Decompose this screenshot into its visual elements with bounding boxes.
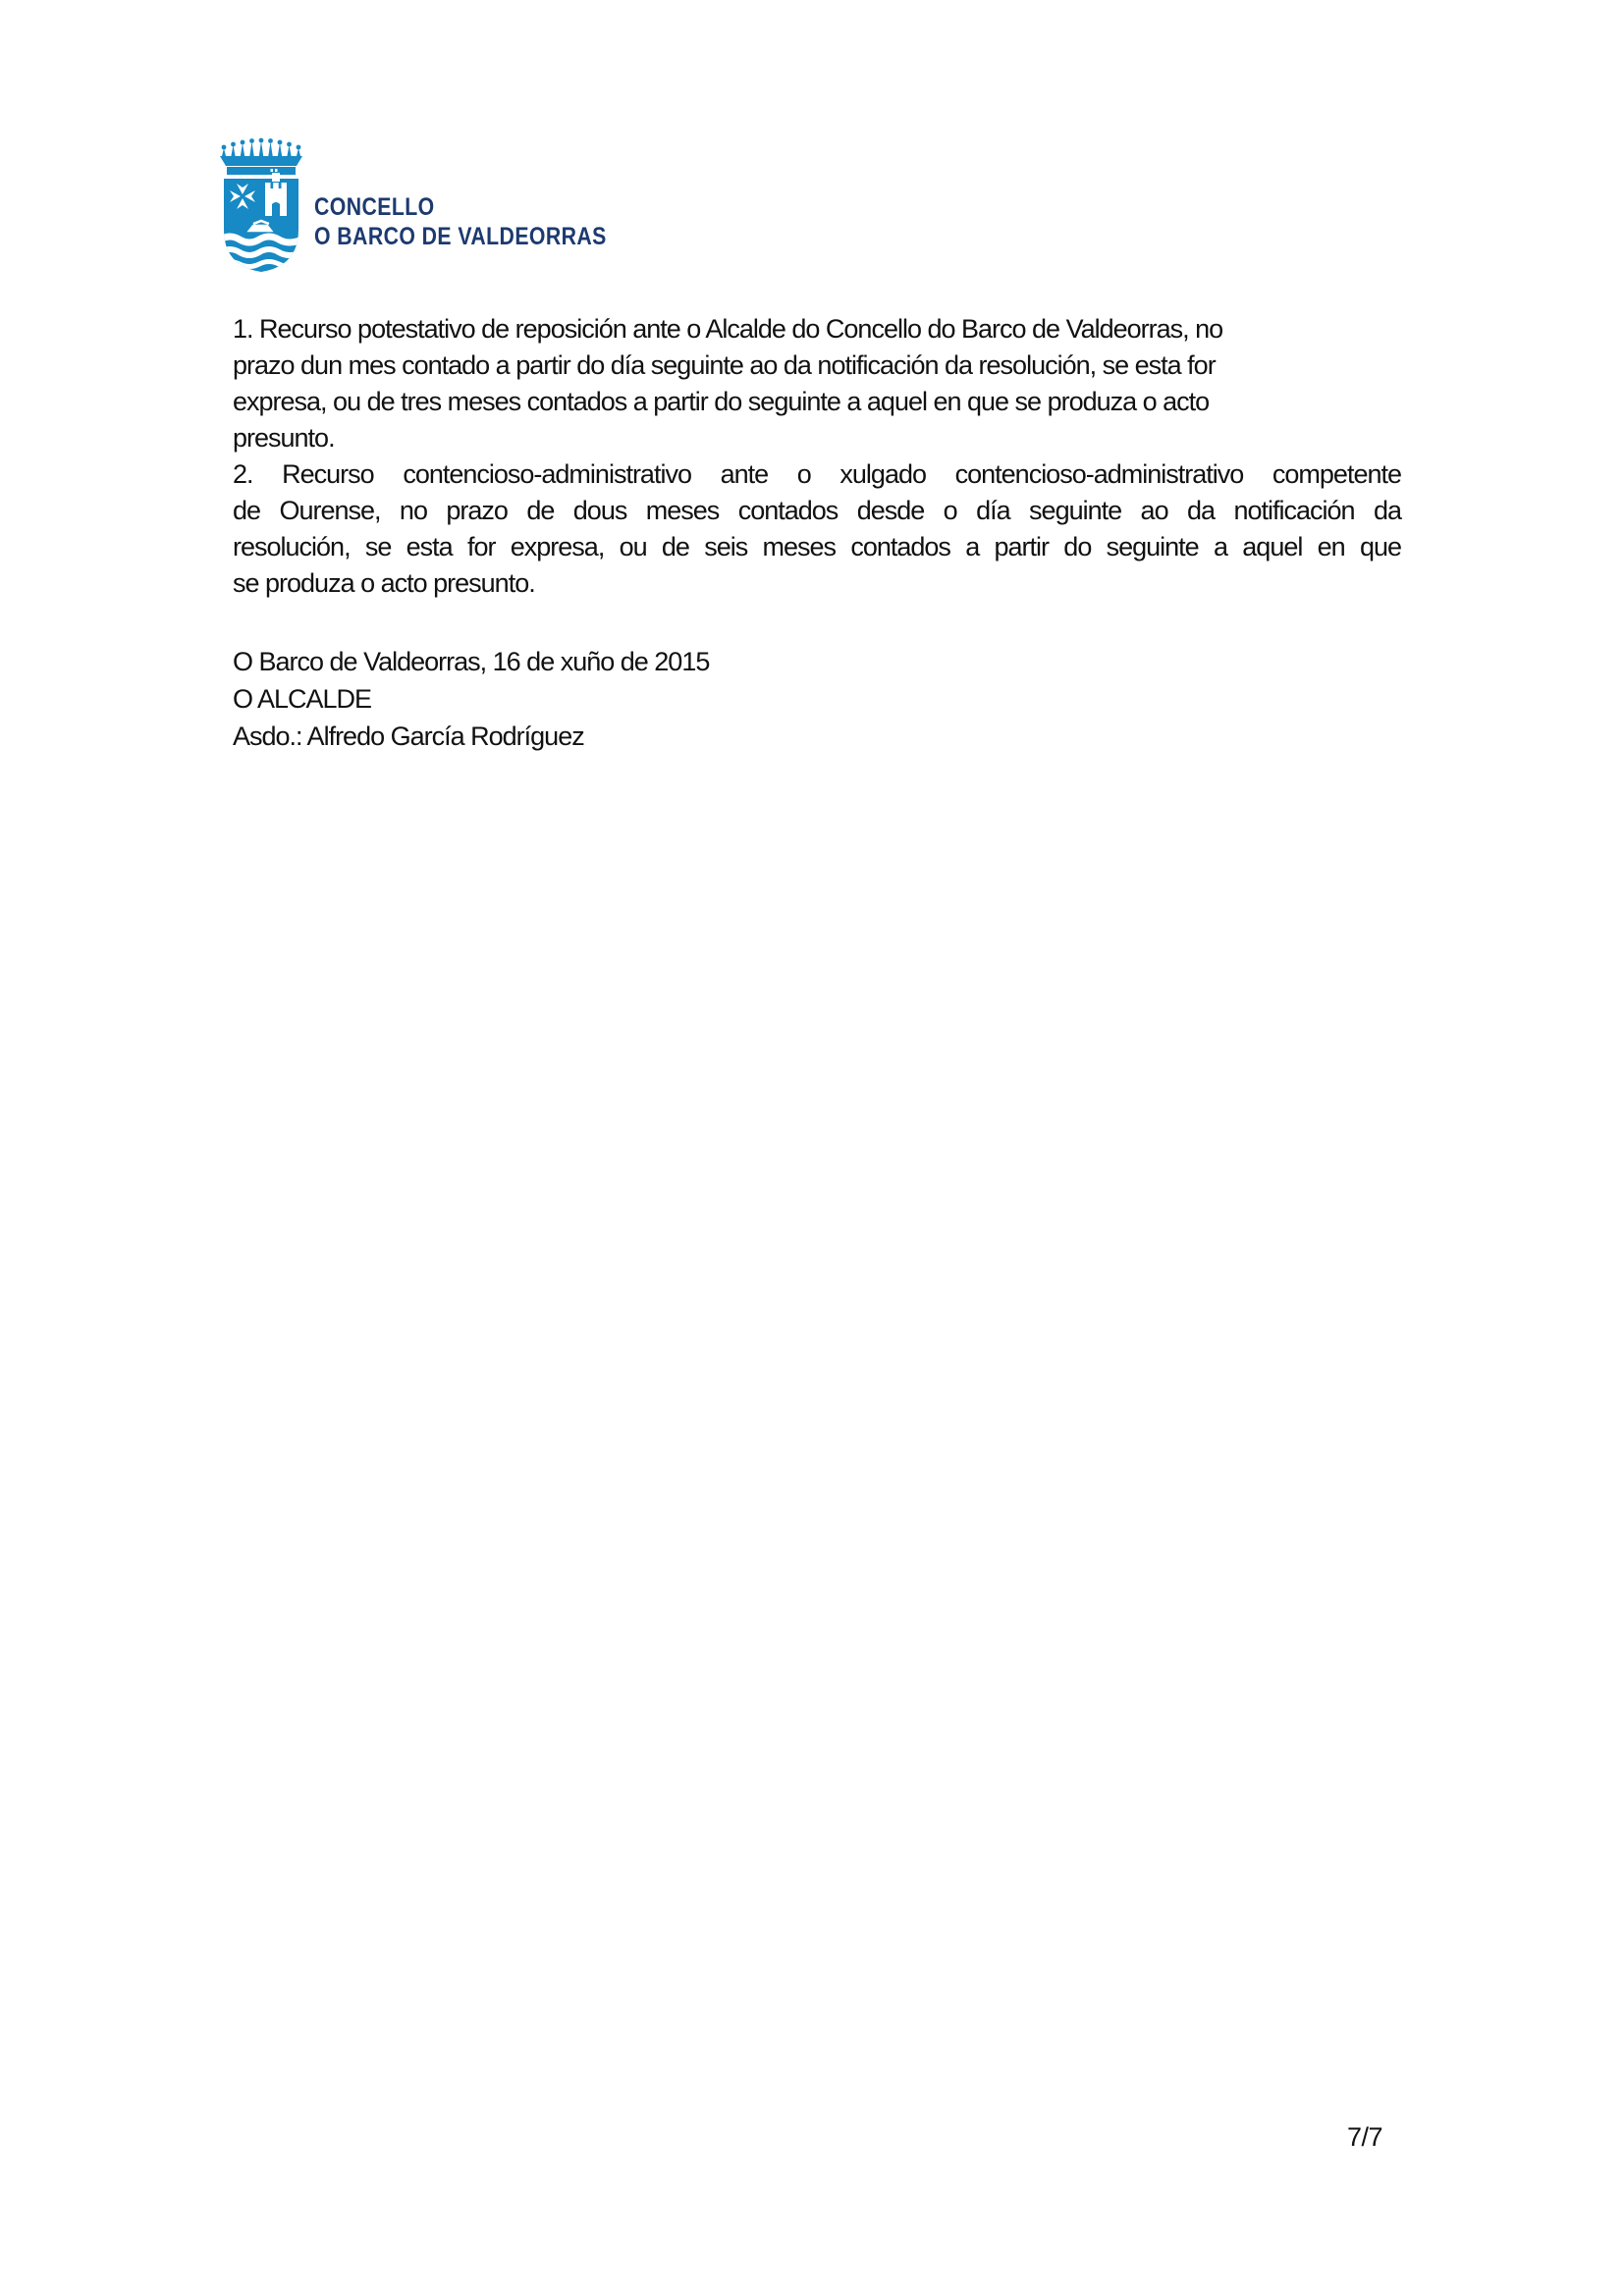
body-text [233, 311, 1401, 602]
signer-name-line: Asdo.: Alfredo García Rodríguez [233, 721, 584, 751]
body-line: 1. Recurso potestativo de reposición ante o Alcalde do Concello do Barco de Valdeorras, no [233, 314, 1223, 344]
signer-role-line: O ALCALDE [233, 684, 372, 714]
body-line: presunto. [233, 423, 335, 453]
paragraph-2 [233, 456, 1401, 602]
date-line: O Barco de Valdeorras, 16 de xuño de 2015 [233, 647, 710, 676]
org-name-line1: CONCELLO [314, 193, 435, 221]
tower-icon [265, 169, 287, 216]
body-line: prazo dun mes contado a partir do día seguinte ao da notificación da resolución, se esta for [233, 350, 1216, 380]
closing-block [233, 643, 709, 755]
org-name-line2: O BARCO DE VALDEORRAS [314, 223, 607, 250]
page-number: 7/7 [1347, 2122, 1383, 2152]
paragraph-1 [233, 311, 1401, 456]
crown-icon [220, 138, 302, 175]
body-line: 2. Recurso contencioso-administrativo ante o xulgado contencioso-administrativo competente [233, 459, 1401, 489]
body-line: expresa, ou de tres meses contados a partir do seguinte a aquel en que se produza o acto [233, 387, 1210, 416]
coat-of-arms-logo [214, 133, 308, 277]
body-line: resolución, se esta for expresa, ou de seis meses contados a partir do seguinte a aquel en que [233, 532, 1401, 561]
body-line: se produza o acto presunto. [233, 568, 535, 598]
body-line: de Ourense, no prazo de dous meses contados desde o día seguinte ao da notificación da [233, 496, 1401, 525]
org-wordmark [314, 192, 658, 251]
